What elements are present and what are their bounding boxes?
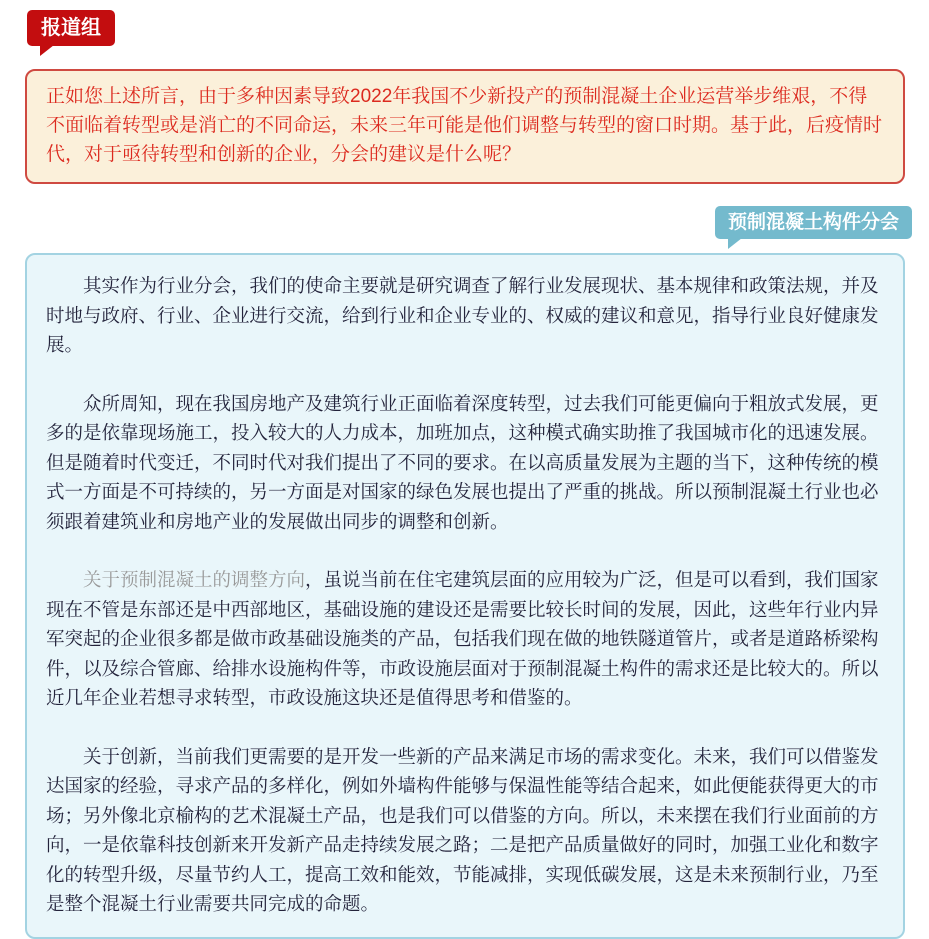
answer-paragraph-adjustment-direction bbox=[46, 565, 884, 713]
question-box bbox=[25, 69, 905, 184]
reporter-group-badge-label: 报道组 bbox=[41, 17, 101, 39]
reporter-group-badge bbox=[27, 10, 115, 46]
answer-paragraph-innovation: 关于创新，当前我们更需要的是开发一些新的产品来满足市场的需求变化。未来，我们可以借鉴发达国家的经验，寻求产品的多样化，例如外墙构件能够与保温性能等结合起来，如此便能获得更大的市场；另外像北京榆构的艺术混凝土产品，也是我们可以借鉴的方向。所以，未来摆在我们行业面前的方向，一是依靠科技创新来开发新产品走持续发展之路；二是把产品质量做好的同时，加强工业化和数字化的转型升级，尽量节约人工，提高工效和能效，节能减排，实现低碳发展，这是未来预制行业，乃至是整个混凝土行业需要共同完成的命题。 bbox=[46, 745, 879, 914]
question-text: 正如您上述所言，由于多种因素导致2022年我国不少新投产的预制混凝土企业运营举步维艰，不得不面临着转型或是消亡的不同命运，未来三年可能是他们调整与转型的窗口时期。基于此，后疫情时代，对于亟待转型和创新的企业，分会的建议是什么呢？ bbox=[46, 86, 883, 165]
answer-paragraph-mission: 其实作为行业分会，我们的使命主要就是研究调查了解行业发展现状、基本规律和政策法规，并及时地与政府、行业、企业进行交流，给到行业和企业专业的、权威的建议和意见，指导行业良好健康发展。 bbox=[46, 275, 879, 355]
association-badge-label: 预制混凝土构件分会 bbox=[727, 212, 899, 233]
association-badge bbox=[715, 206, 912, 239]
paragraph-lead-highlight: 关于预制混凝土的调整方向 bbox=[83, 569, 306, 590]
speech-bubble-tail bbox=[728, 238, 742, 249]
question-badge-row bbox=[0, 0, 929, 46]
answer-box bbox=[25, 253, 905, 939]
paragraph-body-text: ，虽说当前在住宅建筑层面的应用较为广泛，但是可以看到，我们国家现在不管是东部还是中西部地区，基础设施的建设还是需要比较长时间的发展，因此，这些年行业内异军突起的企业很多都是做市政基础设施类的产品，包括我们现在做的地铁隧道管片，或者是道路桥梁构件，以及综合管廊、给排水设施构件等，市政设施层面对于预制混凝土构件的需求还是比较大的。所以近几年企业若想寻求转型，市政设施这块还是值得思考和借鉴的。 bbox=[46, 569, 879, 708]
answer-badge-row bbox=[0, 206, 929, 239]
answer-paragraph-industry-transition: 众所周知，现在我国房地产及建筑行业正面临着深度转型，过去我们可能更偏向于粗放式发展，更多的是依靠现场施工，投入较大的人力成本，加班加点，这种模式确实助推了我国城市化的迅速发展。但是随着时代变迁，不同时代对我们提出了不同的要求。在以高质量发展为主题的当下，这种传统的模式一方面是不可持续的，另一方面是对国家的绿色发展也提出了严重的挑战。所以预制混凝土行业也必须跟着建筑业和房地产业的发展做出同步的调整和创新。 bbox=[46, 392, 879, 532]
speech-bubble-tail bbox=[40, 45, 54, 56]
